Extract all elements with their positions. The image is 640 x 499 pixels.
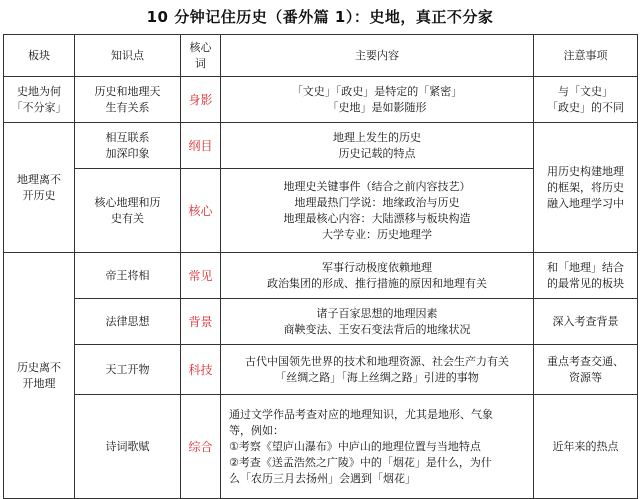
header-core-line: 核心: [189, 40, 212, 54]
core-word: 常见: [181, 253, 221, 299]
cell-line: ①考察《望庐山瀑布》中庐山的地理位置与当地特点: [229, 439, 481, 453]
cell-line: 开历史: [22, 188, 56, 202]
knowledge-cell: 诗词歌赋: [75, 395, 181, 499]
cell-line: 商鞅变法、王安石变法背后的地缘状况: [283, 322, 471, 336]
table-row: [4, 345, 638, 395]
cell-line: 和「地理」结合: [547, 260, 624, 274]
cell-line: 「政史」的不同: [547, 100, 624, 114]
header-core-line: 词: [195, 56, 206, 70]
core-word: 背景: [181, 299, 221, 345]
cell-line: 用历史构建地理: [547, 164, 624, 178]
cell-line: 史地为何: [17, 84, 61, 98]
notes-cell: [534, 77, 638, 123]
cell-line: 「史地」是如影随形: [327, 100, 427, 114]
knowledge-cell: 法律思想: [75, 299, 181, 345]
table-row: [4, 77, 638, 123]
content-cell: [221, 169, 534, 253]
knowledge-cell: 帝王将相: [75, 253, 181, 299]
cell-line: 的最常见的板块: [547, 276, 624, 290]
table-row: [4, 299, 638, 345]
cell-line: 地理史关键事件（结合之前内容技艺）: [283, 179, 471, 193]
header-knowledge: 知识点: [75, 35, 181, 77]
cell-line: 历史记载的特点: [338, 146, 416, 160]
cell-line: ②考查《送孟浩然之广陵》中的「烟花」是什么，为什: [229, 455, 492, 469]
cell-line: 大学专业：历史地理学: [322, 227, 432, 241]
cell-line: 地理上发生的历史: [333, 130, 421, 144]
header-section: 板块: [4, 35, 75, 77]
cell-line: 等，例如：: [229, 423, 284, 437]
core-word: 综合: [181, 395, 221, 499]
table-row: [4, 253, 638, 299]
core-word: 核心: [181, 169, 221, 253]
content-cell: [221, 77, 534, 123]
core-word: 纲目: [181, 123, 221, 169]
cell-line: 地理离不: [17, 172, 61, 186]
cell-line: 历史和地理天: [94, 84, 161, 98]
header-notes: 注意事项: [534, 35, 638, 77]
section-cell: [4, 253, 75, 499]
table-row: [4, 395, 638, 499]
header-row: [4, 35, 638, 77]
cell-line: 「文史」「政史」是特定的「紧密」: [291, 84, 463, 98]
notes-cell: [534, 345, 638, 395]
cell-line: 政治集团的形成、推行措施的原因和地理有关: [267, 276, 487, 290]
cell-line: 核心地理和历: [94, 195, 161, 209]
cell-line: 生有关系: [105, 100, 150, 114]
knowledge-cell: 天工开物: [75, 345, 181, 395]
knowledge-cell: [75, 169, 181, 253]
cell-line: 诸子百家思想的地理因素: [316, 306, 438, 320]
section-cell: [4, 77, 75, 123]
cell-line: 的框架，将历史: [547, 180, 624, 194]
cell-line: 融入地理学习中: [547, 196, 624, 210]
cell-line: 么「农历三月去扬州」会遇到「烟花」: [229, 471, 416, 485]
cell-line: 地理最热门学说：地缘政治与历史: [294, 195, 460, 209]
notes-cell: 深入考查背景: [534, 299, 638, 345]
cell-line: 通过文学作品考查对应的地理知识，尤其是地形、气象: [229, 407, 493, 421]
cell-line: 加深印象: [105, 146, 150, 160]
content-cell: [221, 299, 534, 345]
cell-line: 地理最核心内容：大陆漂移与板块构造: [283, 211, 471, 225]
cell-line: 军事行动极度依赖地理: [322, 260, 432, 274]
cell-line: 古代中国领先世界的技术和地理资源、社会生产力有关: [245, 354, 509, 368]
header-core: [181, 35, 221, 77]
content-cell: [221, 123, 534, 169]
summary-table: [3, 34, 638, 499]
header-content: 主要内容: [221, 35, 534, 77]
core-word: 科技: [181, 345, 221, 395]
cell-line: 历史离不: [17, 360, 61, 374]
notes-cell: 近年来的热点: [534, 395, 638, 499]
cell-line: 「不分家」: [11, 100, 67, 114]
table-row: [4, 123, 638, 169]
page-title: 10 分钟记住历史（番外篇 1）：史地，真正不分家: [146, 8, 494, 26]
cell-line: 「丝绸之路」「海上丝绸之路」引进的事物: [275, 370, 479, 384]
core-word: 身影: [181, 77, 221, 123]
cell-line: 资源等: [569, 370, 602, 384]
knowledge-cell: [75, 123, 181, 169]
content-cell: [221, 345, 534, 395]
content-cell: [221, 395, 534, 499]
content-cell: [221, 253, 534, 299]
knowledge-cell: [75, 77, 181, 123]
section-cell: [4, 123, 75, 253]
cell-line: 开地理: [22, 376, 56, 390]
cell-line: 与「文史」: [558, 84, 613, 98]
cell-line: 史有关: [111, 211, 144, 225]
cell-line: 重点考查交通、: [547, 354, 624, 368]
notes-cell: [534, 253, 638, 299]
cell-line: 相互联系: [105, 130, 150, 144]
notes-cell: [534, 123, 638, 253]
